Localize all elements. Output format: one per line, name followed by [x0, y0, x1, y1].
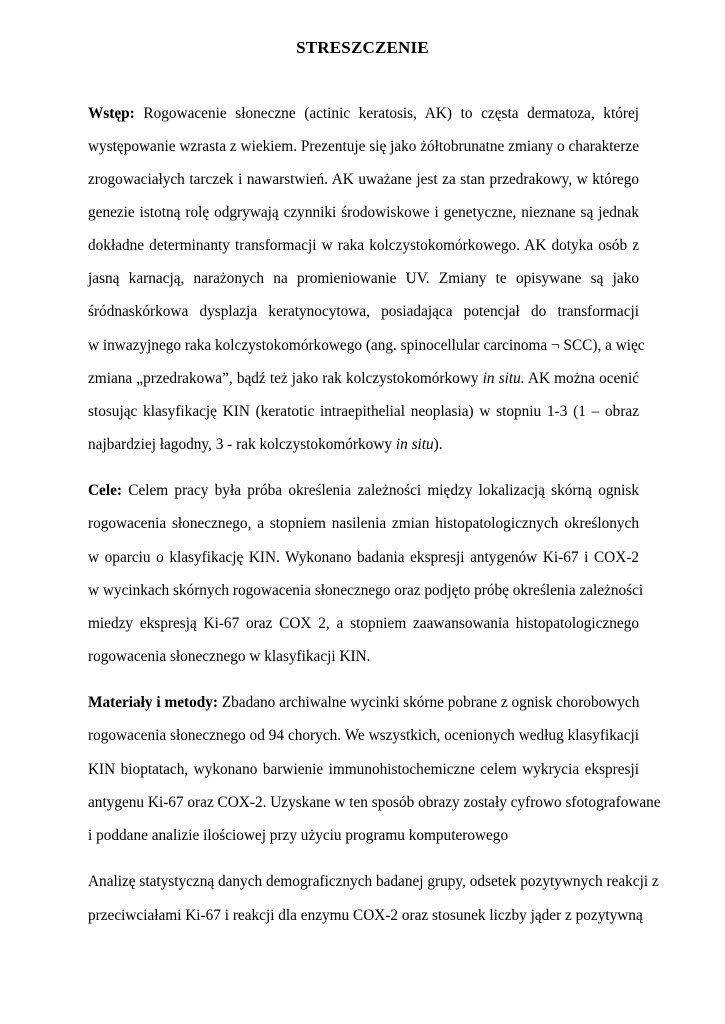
cele-heading: Cele: — [88, 482, 122, 499]
wstep-text-1: Rogowacenie słoneczne (actinic keratosis, AK) to częsta dermatoza, której — [143, 105, 639, 122]
wstep-line-1 — [88, 104, 639, 124]
wstep-text-9b: AK można ocenić — [524, 370, 639, 387]
wstep-italic-in-situ: in situ. — [482, 370, 525, 387]
wstep-line-7: śródnaskórkowa dysplazja keratynocytowa, posiadająca potencjał do transformacji — [88, 303, 639, 320]
cele-line-5: miedzy ekspresją Ki-67 oraz COX 2, a stopniem zaawansowania histopatologicznego — [88, 615, 639, 632]
wstep-line-10: stosując klasyfikację KIN (keratotic intraepithelial neoplasia) w stopniu 1-3 (1 – obraz — [88, 403, 639, 420]
wstep-heading: Wstęp: — [88, 105, 135, 122]
page-title: STRESZCZENIE — [296, 38, 429, 57]
cele-line-2: rogowacenia słonecznego, a stopniem nasilenia zmian histopatologicznych określonych — [88, 515, 639, 532]
cele-line-4: w wycinkach skórnych rogowacenia słonecznego oraz podjęto próbę określenia zależności — [88, 582, 644, 599]
analiza-line-1: Analizę statystyczną danych demograficznych badanej grupy, odsetek pozytywnych reakcji z — [88, 873, 659, 890]
cele-line-6: rogowacenia słonecznego w klasyfikacji KIN. — [88, 648, 371, 665]
materialy-line-2: rogowacenia słonecznego od 94 chorych. We wszystkich, ocenionych według klasyfikacji — [88, 727, 639, 744]
wstep-line-9 — [88, 369, 639, 389]
wstep-line-4: genezie istotną rolę odgrywają czynniki środowiskowe i genetyczne, nieznane są jednak — [88, 204, 639, 221]
wstep-line-5: dokładne determinanty transformacji w raka kolczystokomórkowego. AK dotyka osób z — [88, 237, 639, 254]
wstep-line-11 — [88, 435, 639, 455]
wstep-line-8: w inwazyjnego raka kolczystokomórkowego (ang. spinocellular carcinoma ¬ SCC), a więc — [88, 337, 645, 354]
cele-line-1 — [88, 481, 639, 501]
wstep-line-6: jasną karnacją, narażonych na promieniowanie UV. Zmiany te opisywane są jako — [88, 270, 639, 287]
cele-line-3: w oparciu o klasyfikację KIN. Wykonano badania ekspresji antygenów Ki-67 i COX-2 — [88, 549, 639, 566]
cele-text-1: Celem pracy była próba określenia zależności między lokalizacją skórną ognisk — [128, 482, 640, 499]
wstep-text-9a: zmiana „przedrakowa”, bądź też jako rak kolczystokomórkowy — [88, 370, 483, 387]
materialy-line-3: KIN bioptatach, wykonano barwienie immunohistochemiczne celem wykrycia ekspresji — [88, 761, 639, 778]
materialy-line-1 — [88, 693, 639, 713]
wstep-text-11a: najbardziej łagodny, 3 - rak kolczystokomórkowy — [88, 436, 396, 453]
wstep-text-11b: ). — [433, 436, 443, 453]
materialy-line-4: antygenu Ki-67 oraz COX-2. Uzyskane w ten sposób obrazy zostały cyfrowo sfotografowane — [88, 794, 661, 811]
wstep-line-2: występowanie wzrasta z wiekiem. Prezentuje się jako żółtobrunatne zmiany o charakterze — [88, 138, 639, 155]
wstep-line-3: zrogowaciałych tarczek i nawarstwień. AK uważane jest za stan przedrakowy, w którego — [88, 171, 639, 188]
wstep-italic-in-situ-2: in situ — [395, 436, 434, 453]
analiza-line-2: przeciwciałami Ki-67 i reakcji dla enzymu COX-2 oraz stosunek liczby jąder z pozytywną — [88, 907, 643, 924]
materialy-text-1: Zbadano archiwalne wycinki skórne pobrane z ognisk chorobowych — [221, 694, 640, 711]
materialy-heading: Materiały i metody: — [88, 694, 218, 711]
materialy-line-5: i poddane analizie ilościowej przy użyciu programu komputerowego — [88, 827, 509, 844]
